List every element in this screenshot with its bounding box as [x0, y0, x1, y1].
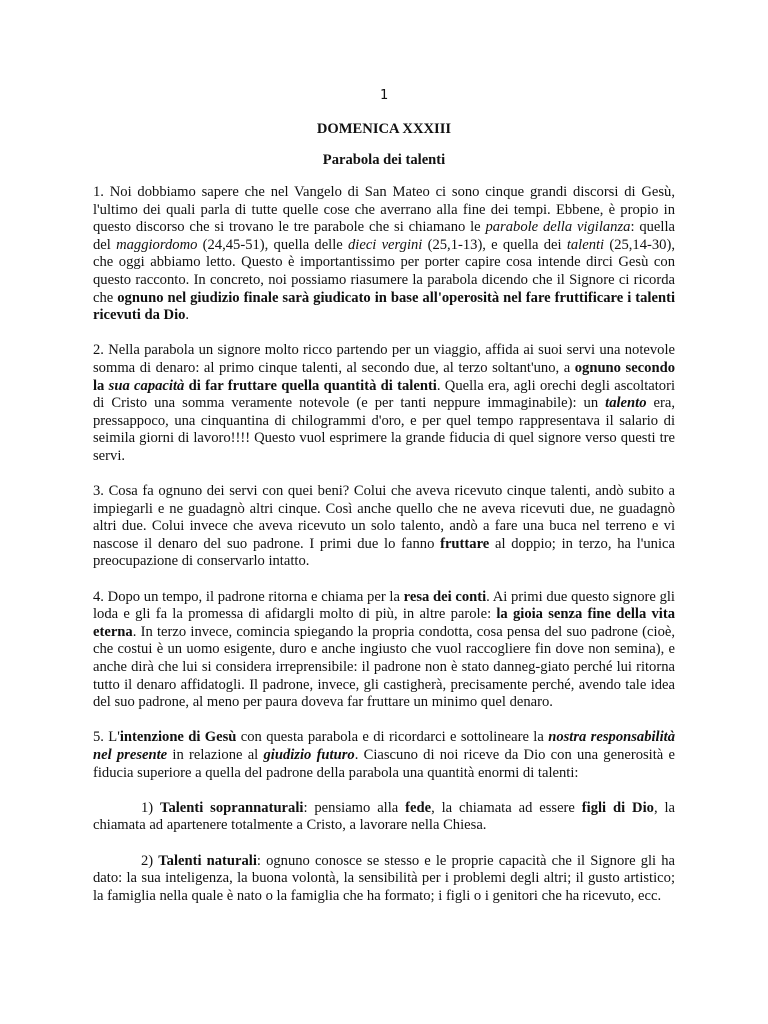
text: : quella del — [93, 219, 675, 253]
text: 4. Dopo un tempo, il padrone ritorna e chiama per la — [93, 588, 404, 605]
bold-text: Talenti naturali — [158, 852, 257, 869]
text: al doppio; in terzo, ha l'unica preocupazione di conservarlo intatto. — [93, 535, 675, 570]
bold-text: intenzione di Gesù — [119, 729, 237, 746]
text: . — [185, 307, 190, 324]
bold-text: la gioia senza fine della vita eterna — [93, 606, 675, 640]
document-title: DOMENICA XXXIII — [316, 121, 452, 137]
bold-text: resa dei conti — [403, 588, 487, 605]
bold-italic-text: sua capacità — [108, 377, 185, 394]
text: 1. Noi dobbiamo sapere che nel Vangelo di San Mateo ci sono cinque grandi discorsi di Gesù, l'ultimo dei quali parla di tutte quelle cose che averrano alla fine dei tempi. Ebbene, è propio in questo discorso che si trovano le tre parabole che si chiamano le — [93, 184, 675, 236]
page-number: 1 — [379, 87, 389, 103]
bold-text: Talenti soprannaturali — [160, 799, 304, 816]
bold-italic-text: giudizio futuro — [263, 747, 355, 763]
text: in relazione al — [167, 747, 264, 763]
text: (25,14-30), che oggi abbiamo letto. Questo è importantissimo per porter capire cosa intende dirci Gesù con questo racconto. In concreto, noi possiamo riasumere la parabola dicendo che il Signore ci ricorda che — [93, 236, 675, 306]
document-body — [93, 184, 675, 923]
bold-text: ognuno nel giudizio finale sarà giudicato in base all'operosità nel fare fruttificare i talenti ricevuti da Dio — [93, 289, 675, 324]
text: 2. Nella parabola un signore molto ricco partendo per un viaggio, affida ai suoi servi una notevole somma di denaro: al primo cinque talenti, al secondo due, al terzo soltant'uno, a — [93, 342, 675, 376]
text: (24,45-51), quella delle — [197, 236, 348, 253]
paragraph-5 — [93, 729, 675, 782]
bold-text: fruttare — [440, 535, 490, 552]
bold-italic-text: nostra responsabilità nel presente — [93, 729, 676, 763]
italic-text: maggiordomo — [116, 236, 198, 253]
bold-text: fede — [405, 799, 432, 816]
text: , la chiamata ad essere — [431, 799, 582, 816]
text: con questa parabola e di ricordarci e sottolineare la — [236, 729, 549, 746]
text: 1) — [141, 799, 161, 816]
bold-text: ognuno secondo la — [93, 359, 675, 394]
paragraph-1 — [93, 184, 675, 325]
text: 2) — [141, 852, 159, 869]
paragraph-7 — [93, 853, 675, 906]
italic-text: parabole della vigilanza — [485, 219, 631, 236]
bold-italic-text: talento — [605, 395, 647, 412]
paragraph-4 — [93, 589, 675, 712]
paragraph-6 — [93, 800, 675, 835]
text: era, pressappoco, una cinquantina di chilogrammi d'oro, e per quel tempo rappresentava il salario di seimila giorni di lavoro!!!! Questo vuol esprimere la grande fiducia di quel signore verso questi tre servi. — [93, 395, 675, 464]
text: : pensiamo alla — [303, 799, 406, 816]
document-subtitle: Parabola dei talenti — [322, 152, 446, 168]
text: . Ai primi due questo signore gli loda e gli fa la promessa di afidargli molto di più, in altre parole: — [93, 588, 675, 623]
text: . In terzo invece, comincia spiegando la propria condotta, cosa pensa del suo padrone (cioè, che costui è un uomo esigente, duro e anche ingiusto che vuol raccogliere fin dove non semina), e anche dirà che lui si considera irreprensibile: il padrone non è stato danneg-giato perché lui ritorna tutto il denaro affidatogli. Il padrone, invece, gli castigherà, precisamente perché, avendo tale idea del suo padrone, al meno per paura doveva far fruttare un minimo quel denaro. — [93, 623, 675, 711]
text: 5. L' — [93, 729, 120, 746]
paragraph-3 — [93, 483, 675, 571]
bold-text: di far fruttare quella quantità di talenti — [184, 377, 437, 394]
paragraph-2 — [93, 342, 675, 465]
bold-text: figli di Dio — [581, 799, 654, 816]
italic-text: talenti — [566, 236, 605, 253]
text: . Ciascuno di noi riceve da Dio con una generosità e fiducia superiore a quella del padrone della parabola una quantità enormi di talenti: — [93, 747, 675, 781]
text: . Quella era, agli orechi degli ascoltatori di Cristo una somma veramente notevole (e per tanti neppure immaginabile): un — [93, 377, 675, 412]
text: , la chiamata ad apartenere totalmente a Cristo, a lavorare nella Chiesa. — [93, 799, 675, 834]
text: : ognuno conosce se stesso e le proprie capacità che il Signore gli ha dato: la sua inteligenza, la buona volontà, la sensibilità per i problemi degli altri; il gusto artistico; la famiglia nella quale è nato o la famiglia che ha formato; i figli o i genitori che ha ricevuto, ecc. — [93, 852, 675, 904]
text: (25,1-13), e quella dei — [422, 236, 567, 253]
text: 3. Cosa fa ognuno dei servi con quei beni? Colui che aveva ricevuto cinque talenti, andò subito a impiegarli e ne guadagnò altri cinque. Così anche quello che ne aveva ricevuti due, ne guadagnò altri due. Colui invece che aveva ricevuto un solo talento, andò a fare una buca nel terreno e vi nascose il denaro del suo padrone. I primi due lo fanno — [93, 483, 675, 552]
italic-text: dieci vergini — [347, 236, 423, 253]
